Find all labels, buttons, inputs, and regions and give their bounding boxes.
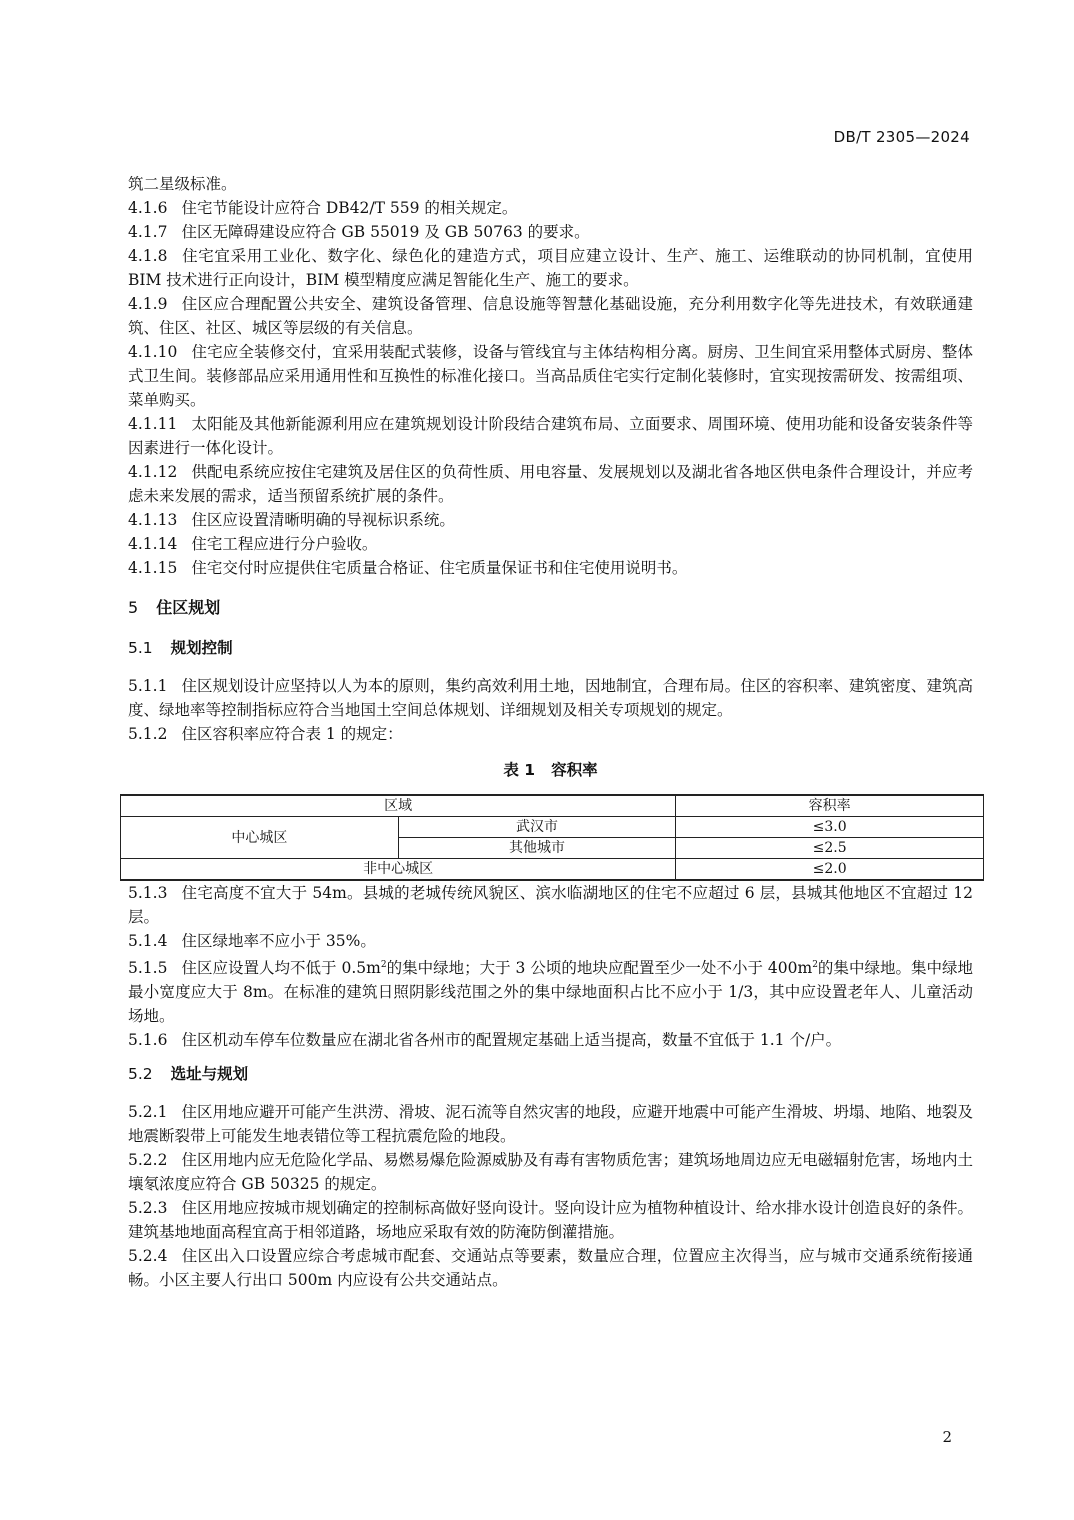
clause-4-1-14: [128, 532, 973, 556]
table-number: 表 1: [503, 761, 536, 779]
table-header-row: [121, 795, 984, 817]
clause-text-b: 的集中绿地；大于 3 公顷的地块应配置至少一处不小于 400m: [386, 959, 813, 977]
clause-5-2-4: [128, 1244, 973, 1292]
page-number: 2: [942, 1428, 952, 1446]
paragraph-text: 筑二星级标准。: [128, 175, 237, 193]
clause-number: 5.2.3: [128, 1199, 168, 1217]
clause-text: 住宅节能设计应符合 DB42/T 559 的相关规定。: [181, 199, 518, 217]
clause-5-2-2: [128, 1148, 973, 1196]
clause-text: 住区用地应按城市规划确定的控制标高做好竖向设计。竖向设计应为植物种植设计、给水排水设计创造良好的条件。建筑基地地面高程宜高于相邻道路，场地应采取有效的防淹防倒灌措施。: [128, 1199, 973, 1241]
cell-non-center-value: ≤2.0: [676, 859, 984, 881]
clause-text: 住宅工程应进行分户验收。: [191, 535, 378, 553]
clause-number: 5.1.1: [128, 677, 168, 695]
clause-text: 住宅高度不宜大于 54m。县城的老城传统风貌区、滨水临湖地区的住宅不应超过 6 层，县城其他地区不宜超过 12 层。: [128, 884, 973, 926]
clause-4-1-8: [128, 244, 973, 292]
clause-number: 4.1.11: [128, 415, 178, 433]
clause-text: 住宅宜采用工业化、数字化、绿色化的建造方式，项目应建立设计、生产、施工、运维联动的协同机制，宜使用 BIM 技术进行正向设计，BIM 模型精度应满足智能化生产、施工的要求。: [128, 247, 973, 289]
clause-5-2-1: [128, 1100, 973, 1148]
clause-text: 住区容积率应符合表 1 的规定：: [181, 725, 403, 743]
section-heading-5: [128, 596, 973, 620]
clause-4-1-10: [128, 340, 973, 412]
clause-text: 住区用地应避开可能产生洪涝、滑坡、泥石流等自然灾害的地段，应避开地震中可能产生滑坡、坍塌、地陷、地裂及地震断裂带上可能发生地表错位等工程抗震危险的地段。: [128, 1103, 973, 1145]
clause-5-1-6: [128, 1028, 973, 1052]
clause-4-1-13: [128, 508, 973, 532]
section-title: 规划控制: [170, 639, 233, 657]
clause-number: 4.1.7: [128, 223, 168, 241]
paragraph-continuation: [128, 172, 973, 196]
clause-number: 5.2.4: [128, 1247, 168, 1265]
clause-number: 5.1.3: [128, 884, 168, 902]
section-title: 住区规划: [156, 598, 221, 617]
clause-number: 4.1.9: [128, 295, 168, 313]
clause-5-1-2: [128, 722, 973, 746]
cell-other-value: ≤2.5: [676, 838, 984, 859]
clause-number: 5.1.5: [128, 959, 168, 977]
clause-text: 住区无障碍建设应符合 GB 55019 及 GB 50763 的要求。: [181, 223, 590, 241]
clause-number: 4.1.14: [128, 535, 178, 553]
clause-number: 5.2.1: [128, 1103, 168, 1121]
section-number: 5.1: [128, 639, 153, 657]
clause-5-1-1: [128, 674, 973, 722]
plot-ratio-table: [120, 794, 984, 881]
clause-text: 住区应设置清晰明确的导视标识系统。: [191, 511, 455, 529]
clause-4-1-7: [128, 220, 973, 244]
clause-number: 4.1.8: [128, 247, 168, 265]
header-ratio: 容积率: [676, 795, 984, 817]
clause-text: 住区机动车停车位数量应在湖北省各州市的配置规定基础上适当提高，数量不宜低于 1.1 个/户。: [181, 1031, 842, 1049]
clause-5-2-3: [128, 1196, 973, 1244]
clause-5-1-3: [128, 881, 973, 929]
table-title: [128, 758, 973, 782]
table-caption: 容积率: [551, 761, 598, 779]
clause-text: 住宅应全装修交付，宜采用装配式装修，设备与管线宜与主体结构相分离。厨房、卫生间宜采用整体式厨房、整体式卫生间。装修部品应采用通用性和互换性的标准化接口。当高品质住宅实行定制化装修时，宜实现按需研发、按需组项、菜单购买。: [128, 343, 973, 409]
clause-text: 供配电系统应按住宅建筑及居住区的负荷性质、用电容量、发展规划以及湖北省各地区供电条件合理设计，并应考虑未来发展的需求，适当预留系统扩展的条件。: [128, 463, 973, 505]
clause-number: 4.1.15: [128, 559, 178, 577]
clause-number: 5.1.6: [128, 1031, 168, 1049]
clause-number: 5.1.2: [128, 725, 168, 743]
table-row: [121, 817, 984, 838]
page-content: [128, 172, 973, 1292]
clause-number: 4.1.12: [128, 463, 178, 481]
clause-4-1-15: [128, 556, 973, 580]
clause-text-c: 的集中绿地。集中绿地最小宽度应大于 8m。在标准的建筑日照阴影线范围之外的集中绿地面积占比不应小于 1/3，其中应设置老年人、儿童活动场地。: [128, 959, 973, 1025]
clause-text: 住区出入口设置应综合考虑城市配套、交通站点等要素，数量应合理，位置应主次得当，应与城市交通系统衔接通畅。小区主要人行出口 500m 内应设有公共交通站点。: [128, 1247, 973, 1289]
clause-4-1-9: [128, 292, 973, 340]
clause-text: 住区应合理配置公共安全、建筑设备管理、信息设施等智慧化基础设施，充分利用数字化等先进技术，有效联通建筑、住区、社区、城区等层级的有关信息。: [128, 295, 973, 337]
superscript: 2: [380, 960, 387, 970]
clause-5-1-4: [128, 929, 973, 953]
cell-wuhan: 武汉市: [398, 817, 676, 838]
header-area: 区域: [121, 795, 676, 817]
clause-text: 住宅交付时应提供住宅质量合格证、住宅质量保证书和住宅使用说明书。: [191, 559, 688, 577]
clause-number: 4.1.6: [128, 199, 168, 217]
standard-code: DB/T 2305—2024: [833, 128, 970, 146]
superscript: 2: [812, 960, 818, 970]
section-number: 5.2: [128, 1065, 153, 1083]
cell-other-city: 其他城市: [398, 838, 676, 859]
clause-number: 4.1.13: [128, 511, 178, 529]
section-number: 5: [128, 598, 139, 617]
clause-text: 太阳能及其他新能源利用应在建筑规划设计阶段结合建筑布局、立面要求、周围环境、使用功能和设备安装条件等因素进行一体化设计。: [128, 415, 973, 457]
section-heading-5-2: [128, 1062, 973, 1086]
cell-center-area: 中心城区: [121, 817, 399, 859]
clause-5-1-5: [128, 953, 973, 1028]
clause-text: 住区规划设计应坚持以人为本的原则，集约高效利用土地，因地制宜，合理布局。住区的容积率、建筑密度、建筑高度、绿地率等控制指标应符合当地国土空间总体规划、详细规划及相关专项规划的规定。: [128, 677, 973, 719]
clause-number: 5.2.2: [128, 1151, 168, 1169]
clause-text: 住区绿地率不应小于 35%。: [181, 932, 376, 950]
cell-non-center: 非中心城区: [121, 859, 676, 881]
clause-text: 住区用地内应无危险化学品、易燃易爆危险源威胁及有毒有害物质危害；建筑场地周边应无电磁辐射危害，场地内土壤氡浓度应符合 GB 50325 的规定。: [128, 1151, 973, 1193]
clause-number: 4.1.10: [128, 343, 178, 361]
section-heading-5-1: [128, 636, 973, 660]
table-row: [121, 859, 984, 881]
clause-number: 5.1.4: [128, 932, 168, 950]
clause-4-1-12: [128, 460, 973, 508]
cell-wuhan-value: ≤3.0: [676, 817, 984, 838]
clause-4-1-6: [128, 196, 973, 220]
clause-text-a: 住区应设置人均不低于 0.5m: [181, 959, 381, 977]
section-title: 选址与规划: [170, 1065, 249, 1083]
clause-4-1-11: [128, 412, 973, 460]
